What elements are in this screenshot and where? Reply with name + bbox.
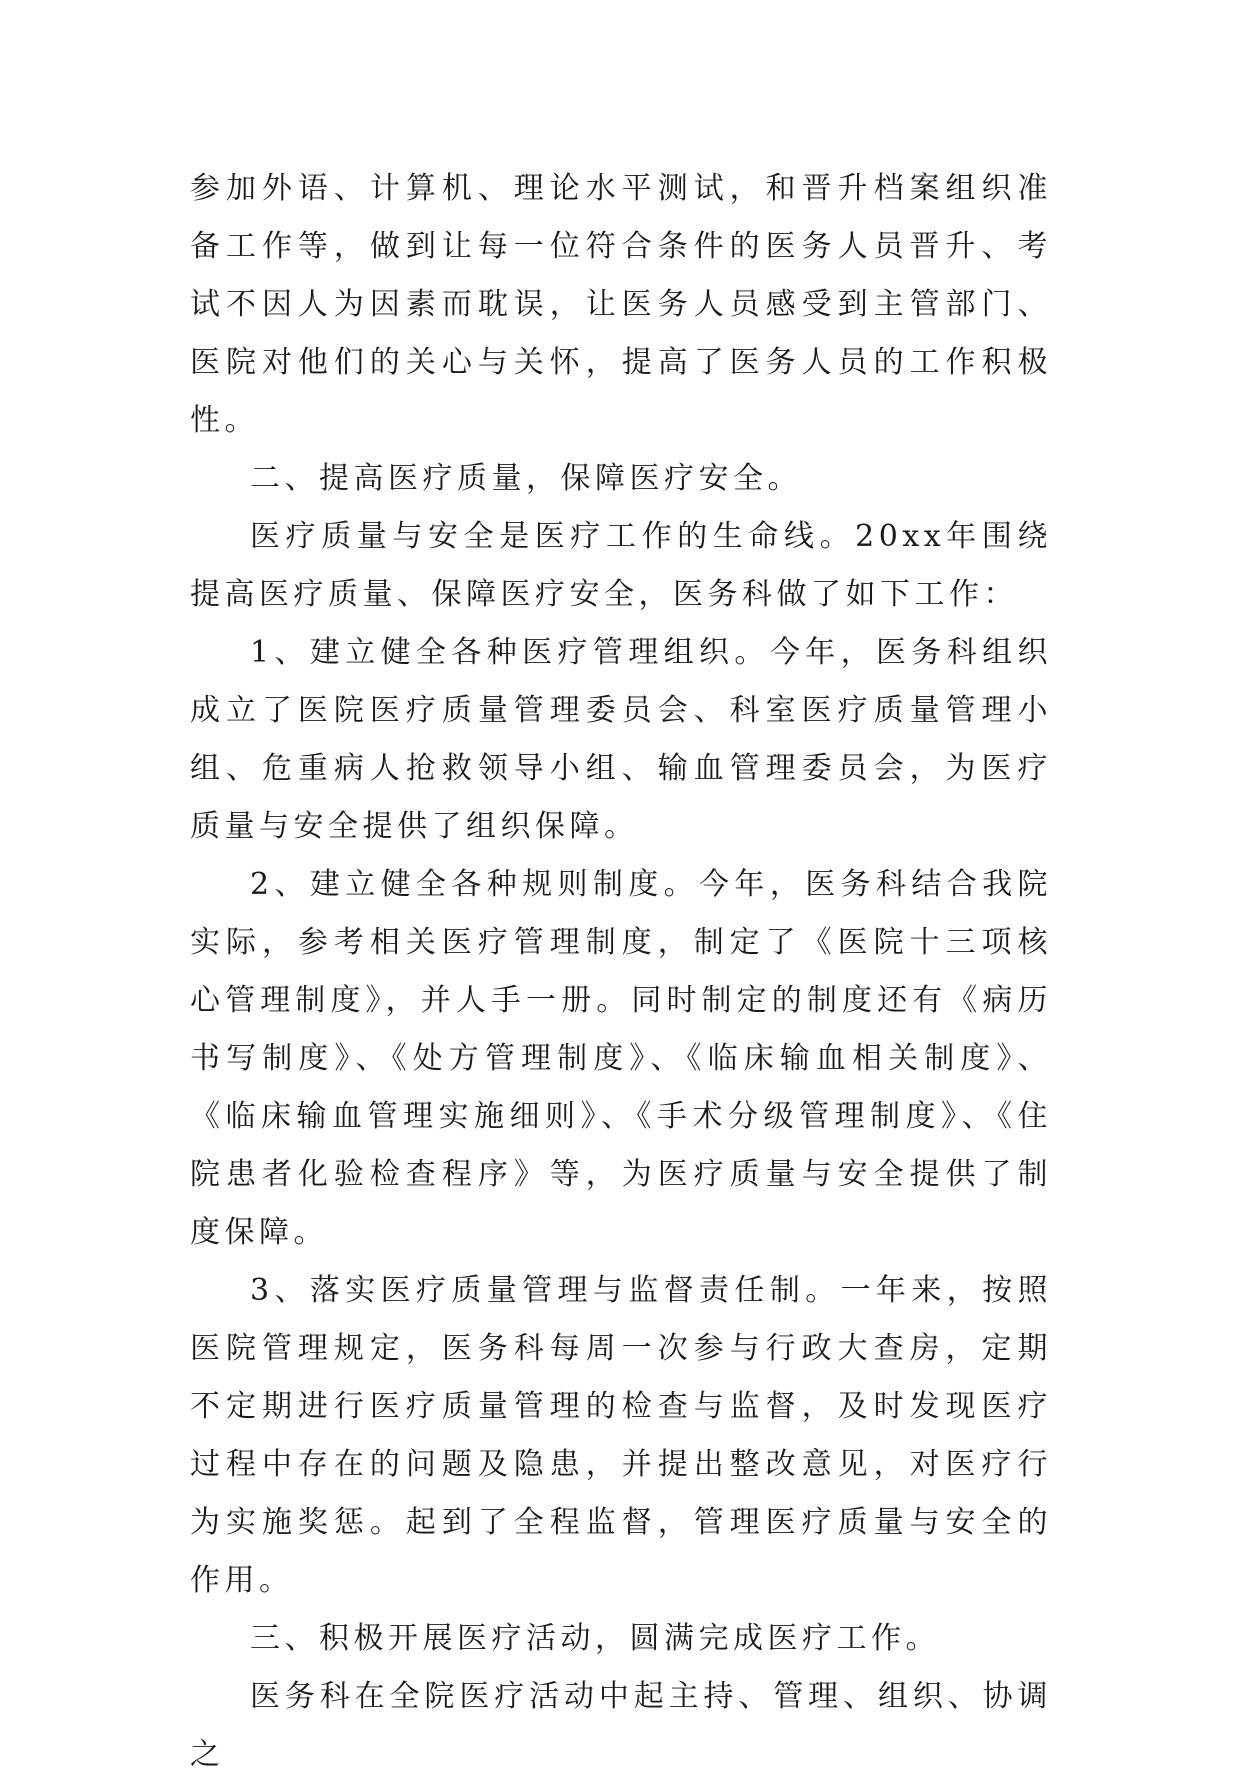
document-body <box>190 160 1052 1784</box>
paragraph-item-2: 2、建立健全各种规则制度。今年，医务科结合我院实际，参考相关医疗管理制度，制定了《医院十三项核心管理制度》，并人手一册。同时制定的制度还有《病历书写制度》、《处方管理制度》、《临床输血相关制度》、《临床输血管理实施细则》、《手术分级管理制度》、《住院患者化验检查程序》等，为医疗质量与安全提供了制度保障。 <box>190 867 1052 1250</box>
paragraph-item-1: 1、建立健全各种医疗管理组织。今年，医务科组织成立了医院医疗质量管理委员会、科室医疗质量管理小组、危重病人抢救领导小组、输血管理委员会，为医疗质量与安全提供了组织保障。 <box>190 635 1052 844</box>
paragraph-continuation: 参加外语、计算机、理论水平测试，和晋升档案组织准备工作等，做到让每一位符合条件的医务人员晋升、考试不因人为因素而耽误，让医务人员感受到主管部门、医院对他们的关心与关怀，提高了医务人员的工作积极性。 <box>190 171 1052 438</box>
section-heading-2: 二、提高医疗质量，保障医疗安全。 <box>250 461 802 496</box>
paragraph-intro: 医疗质量与安全是医疗工作的生命线。20xx年围绕提高医疗质量、保障医疗安全，医务科做了如下工作： <box>190 519 1052 612</box>
paragraph-section-3: 医务科在全院医疗活动中起主持、管理、组织、协调之 <box>190 1679 1052 1772</box>
paragraph-item-3: 3、落实医疗质量管理与监督责任制。一年来，按照医院管理规定，医务科每周一次参与行政大查房，定期不定期进行医疗质量管理的检查与监督，及时发现医疗过程中存在的问题及隐患，并提出整改意见，对医疗行为实施奖惩。起到了全程监督，管理医疗质量与安全的作用。 <box>190 1273 1052 1598</box>
section-heading-3: 三、积极开展医疗活动，圆满完成医疗工作。 <box>250 1621 940 1656</box>
